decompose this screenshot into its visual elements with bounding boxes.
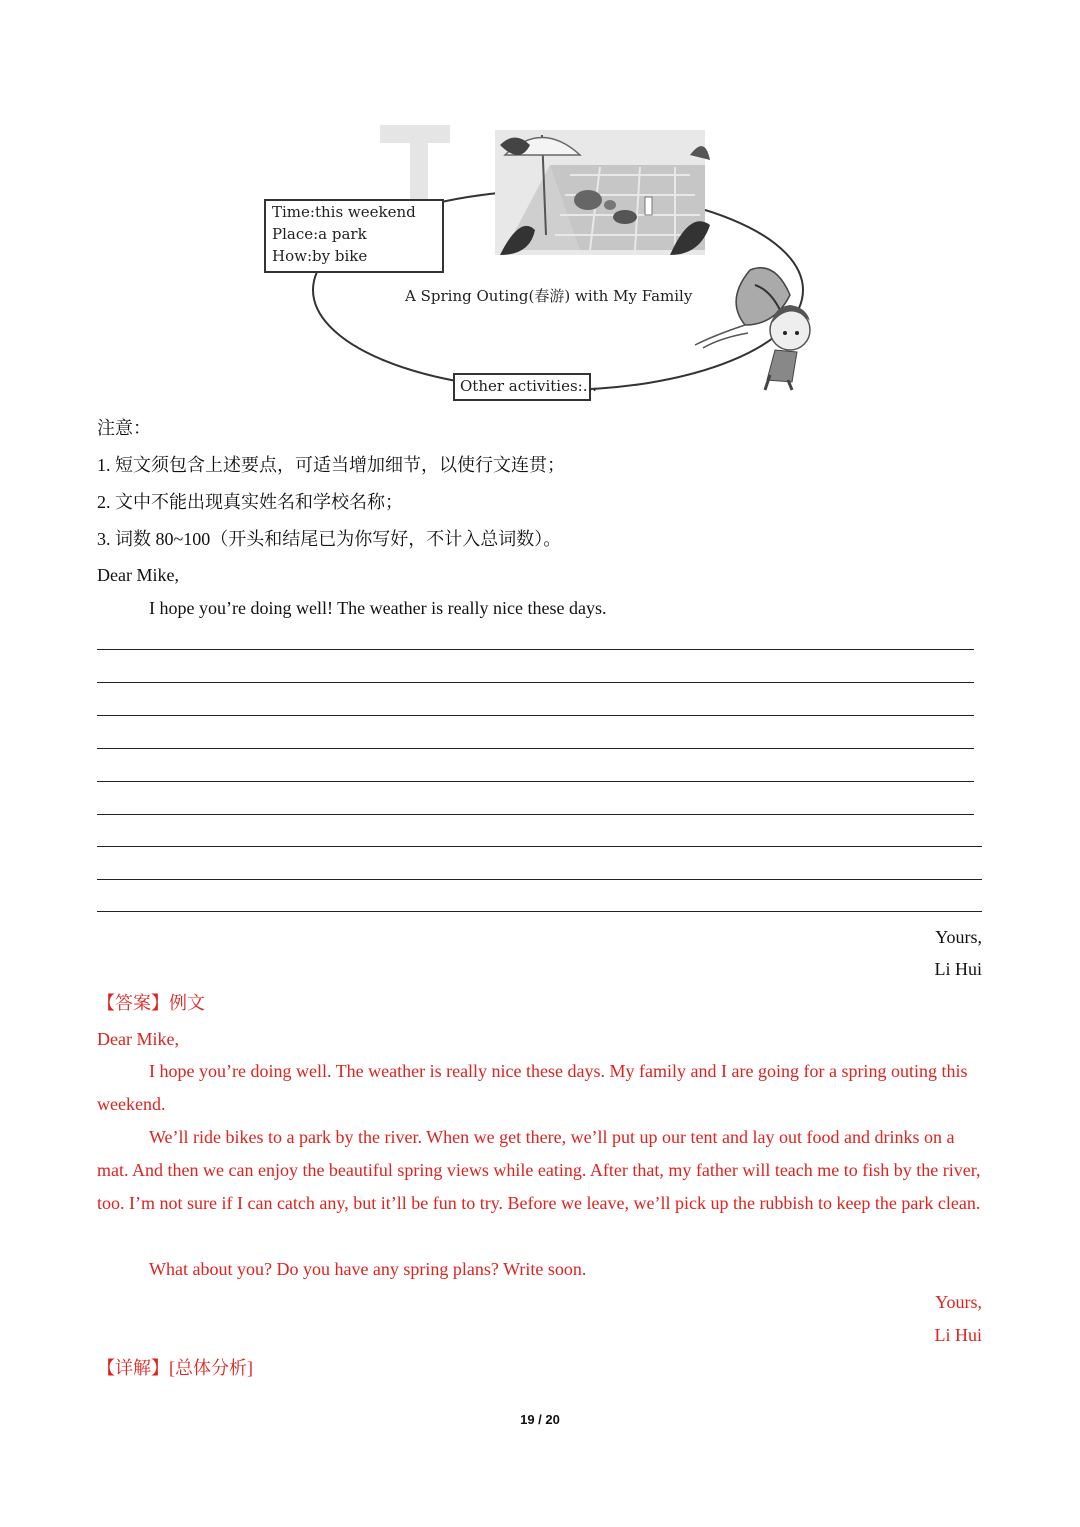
- writing-line: [97, 715, 974, 716]
- answer-signature: Li Hui: [934, 1325, 982, 1345]
- writing-line: [97, 814, 974, 815]
- time-place-how-box: [264, 199, 444, 273]
- info-time: Time:this weekend: [272, 203, 416, 221]
- letter-signature: Li Hui: [934, 959, 982, 979]
- figure-caption: A Spring Outing(春游) with My Family: [405, 287, 693, 305]
- note-item-1: 1. 短文须包含上述要点，可适当增加细节，以使行文连贯；: [97, 455, 565, 475]
- kite-boy-illustration: [695, 268, 810, 390]
- writing-line: [97, 911, 982, 912]
- answer-greeting: Dear Mike,: [97, 1029, 179, 1049]
- writing-line: [97, 748, 974, 749]
- answer-label: 【答案】例文: [97, 993, 205, 1013]
- answer-closing: Yours,: [935, 1292, 982, 1312]
- note-item-2: 2. 文中不能出现真实姓名和学校名称；: [97, 492, 403, 512]
- picnic-scene-illustration: [495, 130, 710, 255]
- info-place: Place:a park: [272, 225, 367, 243]
- writing-line: [97, 781, 974, 782]
- writing-line: [97, 879, 982, 880]
- writing-line: [97, 649, 974, 650]
- answer-paragraph-3: What about you? Do you have any spring plans? Write soon.: [149, 1259, 587, 1279]
- answer-paragraph-2: We’ll ride bikes to a park by the river. When we get there, we’ll put up our tent and lay out food and drinks on a mat. And then we can enjoy the beautiful spring views while eating. After that, my father will teach me to fish by the river, too. I’m not sure if I can catch any, but it’ll be fun to try. Before we leave, we’ll pick up the rubbish to keep the park clean.: [97, 1127, 981, 1213]
- page-number: 19 / 20: [520, 1412, 560, 1427]
- letter-greeting: Dear Mike,: [97, 565, 179, 585]
- writing-line: [97, 682, 974, 683]
- writing-prompt-figure: [250, 105, 830, 405]
- other-activities-label: Other activities:...: [460, 377, 597, 395]
- info-how: How:by bike: [272, 247, 368, 265]
- other-activities-box: [453, 373, 597, 401]
- notes-heading: 注意：: [97, 418, 151, 438]
- answer-paragraph-1: I hope you’re doing well. The weather is really nice these days. My family and I are going for a spring outing this weekend.: [97, 1061, 968, 1114]
- letter-closing: Yours,: [935, 927, 982, 947]
- note-item-3: 3. 词数 80~100（开头和结尾已为你写好，不计入总词数）。: [97, 529, 562, 549]
- writing-line: [97, 846, 982, 847]
- detail-label: 【详解】[总体分析]: [97, 1358, 253, 1378]
- letter-opening: I hope you’re doing well! The weather is really nice these days.: [149, 598, 607, 618]
